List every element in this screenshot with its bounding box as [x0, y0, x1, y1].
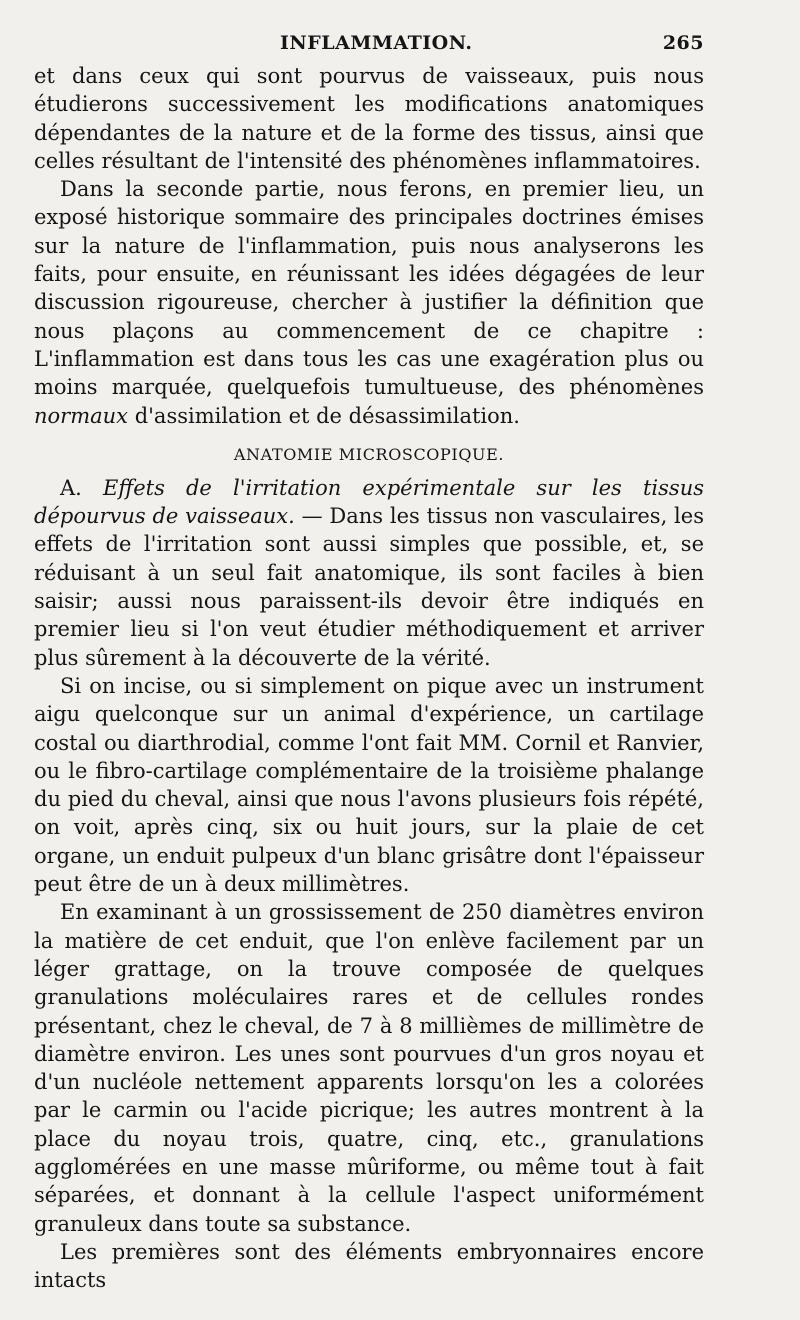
paragraph-text: d'assimilation et de désassimilation.: [134, 403, 520, 428]
paragraph-text: Les premières sont des éléments embryonnaires encore intacts: [34, 1239, 704, 1293]
paragraph-text: et dans ceux qui sont pourvus de vaisseaux, puis nous étudierons successivement les modifications anatomiques dépendantes de la nature et de la forme des tissus, ainsi que celles résultant de l'intensité des phénomènes inflammatoires.: [34, 64, 704, 173]
paragraph-examination: [34, 898, 704, 1238]
body-text: [34, 62, 704, 1294]
paragraph-text: En examinant à un grossissement de 250 diamètres environ la matière de cet enduit, que l'on enlève facilement par un léger grattage, on la trouve composée de quelques granulations moléculaires rares et de cellules rondes présentant, chez le cheval, de 7 à 8 millièmes de millimètre de diamètre environ. Les unes sont pourvues d'un gros noyau et d'un nucléole nettement apparents lorsqu'on les a colorées par le carmin ou l'acide picrique; les autres montrent à la place du noyau trois, quatre, cinq, etc., granulations agglomérées en une masse mûriforme, ou même tout à fait séparées, et donnant à la cellule l'aspect uniformément granuleux dans toute sa substance.: [34, 900, 704, 1236]
section-heading: ANATOMIE MICROSCOPIQUE.: [233, 444, 505, 464]
paragraph-subsection-a: [34, 474, 704, 672]
subsection-title: Effets de l'irritation expérimentale sur les tissus dépourvus de vaisseaux.: [34, 475, 704, 529]
running-head: [34, 28, 704, 62]
italic-term: normaux: [34, 403, 129, 428]
paragraph-second-part: [34, 175, 704, 430]
paragraph-text: — Dans les tissus non vasculaires, les effets de l'irritation sont aussi simples que possible, et, se réduisant à un seul fait anatomique, ils sont faciles à bien saisir; aussi nous paraissent-ils devoir être indiqués en premier lieu si l'on veut étudier méthodiquement et arriver plus sûrement à la découverte de la vérité.: [34, 504, 704, 670]
subsection-label: A.: [60, 475, 82, 500]
paragraph-incision: [34, 672, 704, 898]
paragraph-text: Si on incise, ou si simplement on pique avec un instrument aigu quelconque sur un animal d'expérience, un cartilage costal ou diarthrodial, comme l'ont fait MM. Cornil et Ranvier, ou le fibro-cartilage complémentaire de la troisième phalange du pied du cheval, ainsi que nous l'avons plusieurs fois répété, on voit, après cinq, six ou huit jours, sur la plaie de cet organe, un enduit pulpeux d'un blanc grisâtre dont l'épaisseur peut être de un à deux millimètres.: [34, 673, 704, 897]
paragraph-final: [34, 1238, 704, 1295]
paragraph-text: Dans la seconde partie, nous ferons, en premier lieu, un exposé historique sommaire des principales doctrines émises sur la nature de l'inflammation, puis nous analyserons les faits, pour ensuite, en réunissant les idées dégagées de leur discussion rigoureuse, chercher à justifier la définition que nous plaçons au commencement de ce chapitre : L'inflammation est dans tous les cas une exagération plus ou moins marquée, quelquefois tumultueuse, des phénomènes: [34, 177, 704, 400]
paragraph-continuation: [34, 62, 704, 175]
page-number: 265: [662, 32, 704, 54]
running-title: INFLAMMATION.: [280, 32, 473, 54]
